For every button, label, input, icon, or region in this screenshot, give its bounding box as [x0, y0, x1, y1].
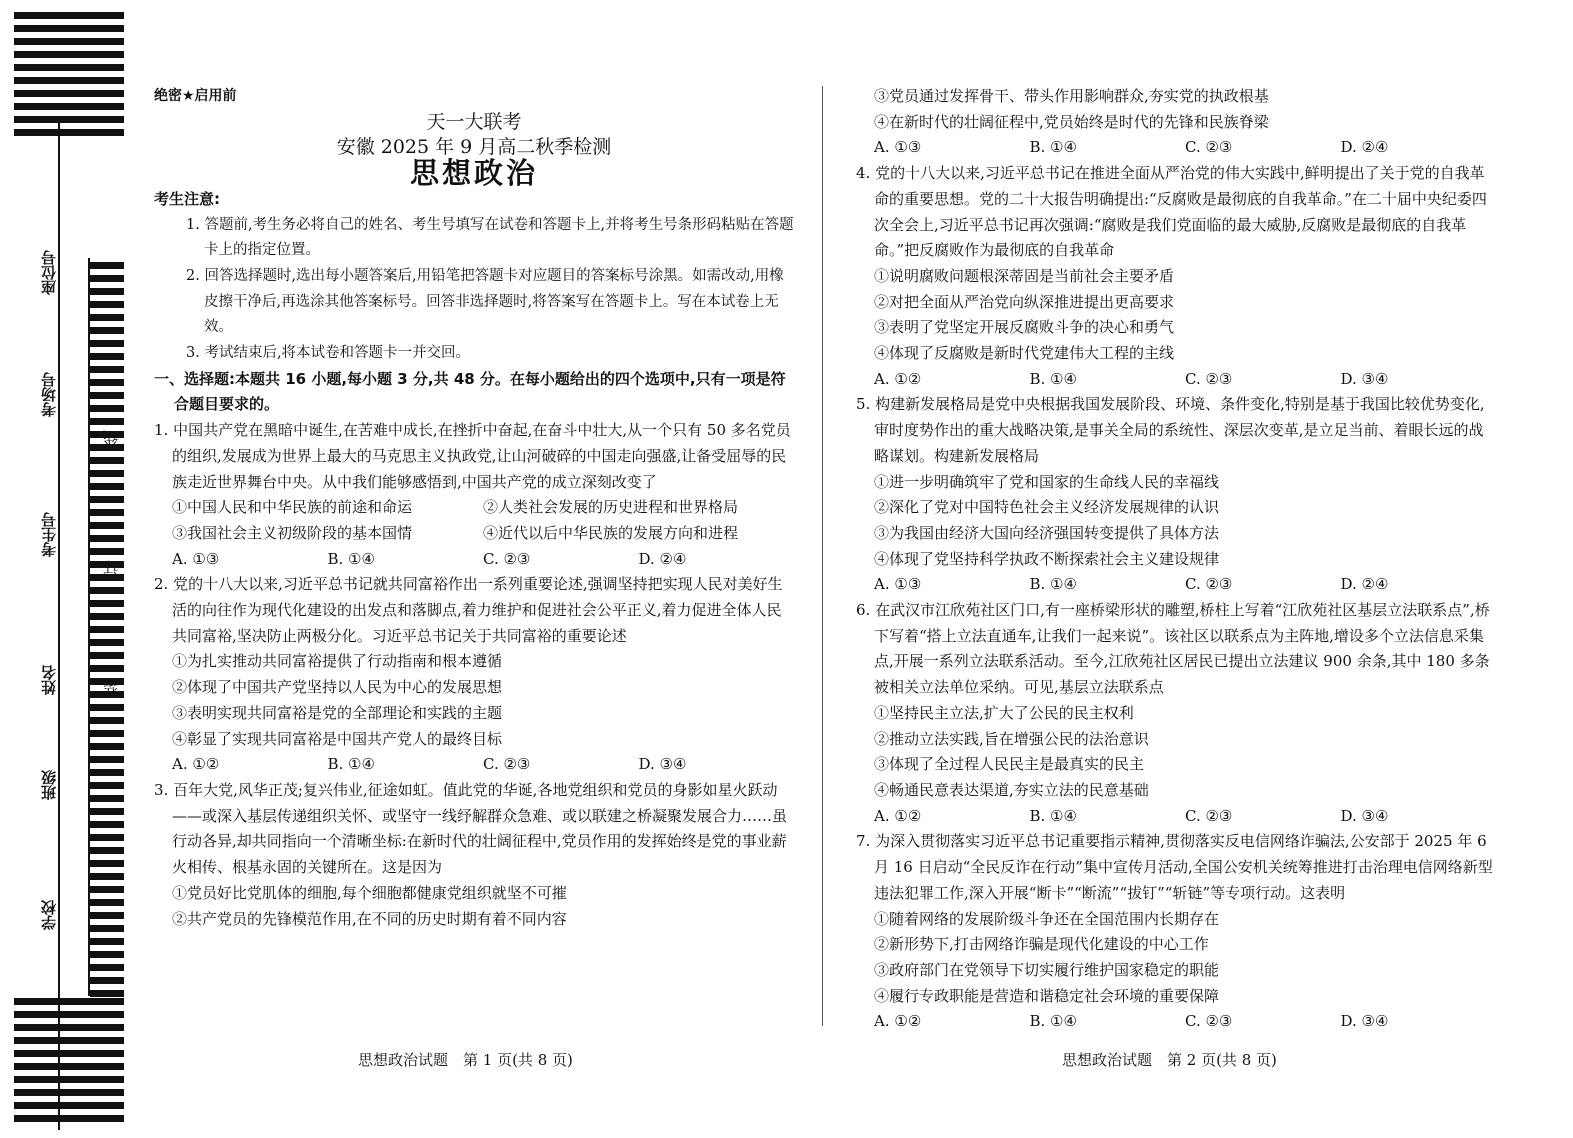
- binding-stripe: [90, 938, 124, 945]
- question-1-choices: [154, 547, 794, 573]
- question-6-stem: 6. 在武汉市江欣苑社区门口,有一座桥梁形状的雕塑,桥柱上写着“江欣苑社区基层立法联系点”,桥下写着“搭上立法直通车,让我们一起来说”。该社区以联系点为主阵地,增设多个立法信息采集点,开展一系列立法联系活动。至今,江欣苑社区居民已提出立法建议 900 余条,其中 180 多条被相关立法单位采纳。可见,基层立法联系点: [856, 601, 1490, 697]
- binding-stripe: [14, 998, 124, 1005]
- notice-item: 1. 答题前,考生务必将自己的姓名、考生号填写在试卷和答题卡上,并将考生号条形码粘贴在答题卡上的指定位置。: [186, 216, 794, 259]
- binding-stripe: [14, 116, 124, 123]
- binding-margin: [0, 0, 140, 1138]
- choice: B. ①④: [1029, 1012, 1077, 1031]
- option: ③表明实现共同富裕是党的全部理论和实践的主题: [172, 703, 503, 722]
- binding-stripe: [90, 327, 124, 334]
- binding-stripe: [90, 600, 124, 607]
- binding-stripe: [90, 340, 124, 347]
- binding-stripe: [90, 548, 124, 555]
- choice: B. ①④: [1029, 575, 1077, 594]
- question-4-stem: 4. 党的十八大以来,习近平总书记在推进全面从严治党的伟大实践中,鲜明提出了关于党的自我革命的重要思想。党的二十大报告明确提出:“反腐败是最彻底的自我革命。”在二十届中央纪委四次全会上,习近平总书记再次强调:“腐败是我们党面临的最大威胁,反腐败是最彻底的自我革命。”把反腐败作为最彻底的自我革命: [856, 164, 1487, 260]
- binding-stripe: [90, 509, 124, 516]
- choice: C. ②③: [483, 549, 531, 568]
- binding-stripe: [90, 769, 124, 776]
- choice: D. ②④: [1340, 138, 1389, 157]
- binding-stripe: [90, 665, 124, 672]
- binding-stripe: [90, 743, 124, 750]
- option: ③我国社会主义初级阶段的基本国情: [172, 523, 413, 542]
- binding-stripe: [90, 652, 124, 659]
- binding-stripe: [90, 912, 124, 919]
- question-1-stem: 1. 中国共产党在黑暗中诞生,在苦难中成长,在挫折中奋起,在奋斗中壮大,从一个只有 50 多名党员的组织,发展成为世界上最大的马克思主义执政党,让山河破碎的中国走向强盛,让备受屈辱的民族走近世界舞台中央。从中我们能够感悟到,中国共产党的成立深刻改变了: [154, 421, 791, 491]
- choice: A. ①③: [874, 138, 922, 157]
- binding-stripe: [90, 977, 124, 984]
- secret-label: 绝密★启用前: [154, 88, 237, 104]
- question-1-options-row: [154, 521, 794, 547]
- choice: B. ①④: [1029, 138, 1077, 157]
- binding-stripe: [14, 51, 124, 58]
- binding-stripe: [90, 301, 124, 308]
- page-1-footer: 思想政治试题 第 1 页(共 8 页): [358, 1051, 573, 1069]
- binding-stripe: [90, 821, 124, 828]
- binding-stripe: [14, 1024, 124, 1031]
- binding-stripe: [90, 405, 124, 412]
- subject-title: 思想政治: [409, 156, 538, 191]
- binding-stripe: [90, 782, 124, 789]
- option: ①进一步明确筑牢了党和国家的生命线人民的幸福线: [874, 472, 1220, 491]
- binding-stripe: [90, 873, 124, 880]
- binding-vertical-rule: [88, 258, 90, 996]
- option: ②对把全面从严治党向纵深推进提出更高要求: [874, 292, 1175, 311]
- question-3-stem: 3. 百年大党,风华正茂;复兴伟业,征途如虹。值此党的华诞,各地党组织和党员的身影如星火跃动——或深入基层传递组织关怀、或坚守一线纾解群众急难、或以联建之桥凝聚发展合力……虽行动各异,却共同指向一个清晰坐标:在新时代的壮阔征程中,党员作用的发挥始终是党的事业薪火相传、根基永固的关键所在。这是因为: [154, 780, 788, 877]
- binding-stripe: [14, 77, 124, 84]
- choice: D. ③④: [1340, 369, 1389, 388]
- binding-stripe: [90, 262, 124, 269]
- cut-mark-line: 线: [102, 430, 120, 445]
- field-seat-number: 座位号: [40, 250, 58, 295]
- choice: D. ②④: [638, 549, 687, 568]
- binding-stripe: [90, 613, 124, 620]
- binding-stripe: [90, 626, 124, 633]
- binding-stripe: [90, 457, 124, 464]
- binding-stripe: [90, 444, 124, 451]
- choice: A. ①③: [172, 549, 220, 568]
- question-2-choices: [154, 752, 794, 778]
- choice: C. ②③: [1185, 575, 1233, 594]
- choice: C. ②③: [1185, 1012, 1233, 1031]
- notice-item: 2. 回答选择题时,选出每小题答案后,用铅笔把答题卡对应题目的答案标号涂黑。如需改动,用橡皮擦干净后,再选涂其他答案标号。回答非选择题时,将答案写在答题卡上。写在本试卷上无效。: [186, 267, 784, 336]
- choice: D. ③④: [638, 755, 687, 774]
- binding-stripe: [14, 38, 124, 45]
- page-1: [154, 84, 794, 932]
- choice: C. ②③: [1185, 806, 1233, 825]
- binding-stripe: [14, 64, 124, 71]
- choice: C. ②③: [483, 755, 531, 774]
- option: ①中国人民和中华民族的前途和命运: [172, 498, 413, 517]
- binding-stripe: [90, 574, 124, 581]
- binding-stripe: [90, 847, 124, 854]
- exam-title: 安徽 2025 年 9 月高二秋季检测: [336, 136, 612, 159]
- question-6-choices: [856, 804, 1496, 830]
- binding-stripe: [14, 1076, 124, 1083]
- choice: A. ①②: [172, 755, 220, 774]
- option: ①说明腐败问题根深蒂固是当前社会主要矛盾: [874, 266, 1175, 285]
- binding-stripe: [14, 90, 124, 97]
- option: ③党员通过发挥骨干、带头作用影响群众,夯实党的执政根基: [874, 87, 1269, 105]
- option: ①党员好比党肌体的细胞,每个细胞都健康党组织就坚不可摧: [172, 883, 567, 902]
- binding-stripe: [90, 496, 124, 503]
- option: ③为我国由经济大国向经济强国转变提供了具体方法: [874, 523, 1220, 542]
- question-5-choices: [856, 572, 1496, 598]
- question-2-stem: 2. 党的十八大以来,习近平总书记就共同富裕作出一系列重要论述,强调坚持把实现人民对美好生活的向往作为现代化建设的出发点和落脚点,着力维护和促进社会公平正义,着力促进全体人民共同富裕,坚决防止两极分化。习近平总书记关于共同富裕的重要论述: [154, 575, 783, 645]
- choice: D. ③④: [1340, 1012, 1389, 1031]
- cut-mark-bind: 订: [102, 560, 120, 575]
- option: ④彰显了实现共同富裕是中国共产党人的最终目标: [172, 729, 503, 748]
- binding-stripe: [90, 288, 124, 295]
- binding-stripe: [90, 860, 124, 867]
- binding-stripe: [90, 717, 124, 724]
- binding-stripe: [90, 353, 124, 360]
- binding-stripe: [14, 1089, 124, 1096]
- binding-stripe: [90, 899, 124, 906]
- binding-stripe: [90, 925, 124, 932]
- cut-mark-staple: 装: [102, 680, 120, 695]
- binding-stripe: [14, 25, 124, 32]
- option: ④体现了党坚持科学执政不断探索社会主义建设规律: [874, 549, 1220, 568]
- choice: A. ①②: [874, 1012, 922, 1031]
- choice: A. ①②: [874, 369, 922, 388]
- binding-stripe: [14, 12, 124, 19]
- option: ④在新时代的壮阔征程中,党员始终是时代的先锋和民族脊梁: [874, 112, 1269, 131]
- choice: B. ①④: [327, 755, 375, 774]
- option: ②深化了党对中国特色社会主义经济发展规律的认识: [874, 498, 1220, 517]
- section-heading: 一、选择题:本题共 16 小题,每小题 3 分,共 48 分。在每小题给出的四个选项中,只有一项是符合题目要求的。: [154, 369, 786, 414]
- binding-stripe: [90, 990, 124, 997]
- choice: D. ②④: [1340, 575, 1389, 594]
- binding-stripe: [90, 704, 124, 711]
- binding-stripe: [90, 639, 124, 646]
- binding-stripe: [90, 275, 124, 282]
- option: ③表明了党坚定开展反腐败斗争的决心和勇气: [874, 318, 1175, 337]
- option: ④履行专政职能是营造和谐稳定社会环境的重要保障: [874, 986, 1220, 1005]
- question-3-choices: [856, 135, 1496, 161]
- choice: A. ①③: [874, 575, 922, 594]
- binding-stripe: [90, 366, 124, 373]
- option: ②人类社会发展的历史进程和世界格局: [483, 498, 739, 517]
- option: ①为扎实推动共同富裕提供了行动指南和根本遵循: [172, 652, 503, 671]
- option: ②共产党员的先锋模范作用,在不同的历史时期有着不同内容: [172, 909, 567, 928]
- option: ③政府部门在党领导下切实履行维护国家稳定的职能: [874, 960, 1220, 979]
- question-7-choices: [856, 1009, 1496, 1035]
- field-class: 班级: [40, 770, 58, 800]
- binding-stripe: [90, 730, 124, 737]
- question-1-options-row: [154, 495, 794, 521]
- binding-stripe: [14, 1050, 124, 1057]
- binding-stripe: [90, 535, 124, 542]
- option: ④近代以后中华民族的发展方向和进程: [483, 523, 739, 542]
- binding-stripe: [14, 129, 124, 136]
- choice: B. ①④: [1029, 806, 1077, 825]
- field-exam-room: 考场号: [40, 372, 58, 417]
- binding-stripe: [90, 314, 124, 321]
- page-divider: [822, 86, 823, 1026]
- binding-stripe: [90, 834, 124, 841]
- binding-stripe: [90, 808, 124, 815]
- choice: C. ②③: [1185, 369, 1233, 388]
- choice: B. ①④: [327, 549, 375, 568]
- option: ②体现了中国共产党坚持以人民为中心的发展思想: [172, 678, 503, 697]
- binding-stripe: [90, 418, 124, 425]
- binding-stripe: [14, 1115, 124, 1122]
- notice-header: 考生注意:: [154, 189, 220, 208]
- binding-stripe: [14, 103, 124, 110]
- option: ①随着网络的发展阶级斗争还在全国范围内长期存在: [874, 909, 1220, 928]
- binding-stripe: [90, 951, 124, 958]
- binding-stripe: [90, 379, 124, 386]
- binding-stripe: [90, 587, 124, 594]
- exam-union-title: 天一大联考: [426, 110, 522, 133]
- choice: B. ①④: [1029, 369, 1077, 388]
- binding-stripe: [14, 1011, 124, 1018]
- question-5-stem: 5. 构建新发展格局是党中央根据我国发展阶段、环境、条件变化,特别是基于我国比较优势变化,审时度势作出的重大战略决策,是事关全局的系统性、深层次变革,是立足当前、着眼长远的战略谋划。构建新发展格局: [856, 395, 1485, 465]
- option: ④畅通民意表达渠道,夯实立法的民意基础: [874, 780, 1149, 799]
- page-2: [856, 84, 1496, 1035]
- question-7-stem: 7. 为深入贯彻落实习近平总书记重要指示精神,贯彻落实反电信网络诈骗法,公安部于 2025 年 6 月 16 日启动“全民反诈在行动”集中宣传月活动,全国公安机关统筹推进打击治理电信网络新型违法犯罪工作,深入开展“断卡”“断流”“拔钉”“斩链”等专项行动。这表明: [856, 832, 1493, 902]
- binding-stripe: [90, 886, 124, 893]
- binding-stripe: [90, 470, 124, 477]
- field-name: 姓名: [40, 665, 58, 695]
- choice: A. ①②: [874, 806, 922, 825]
- page-2-footer: 思想政治试题 第 2 页(共 8 页): [1062, 1051, 1277, 1069]
- notice-item: 3. 考试结束后,将本试卷和答题卡一并交回。: [186, 345, 471, 362]
- field-exam-number: 考生号: [40, 512, 58, 557]
- binding-stripe: [90, 522, 124, 529]
- binding-stripe: [90, 964, 124, 971]
- field-school: 学校: [40, 900, 58, 930]
- option: ①坚持民主立法,扩大了公民的民主权利: [874, 703, 1134, 722]
- binding-stripe: [90, 392, 124, 399]
- binding-stripe: [14, 1037, 124, 1044]
- binding-stripe: [90, 756, 124, 763]
- choice: D. ③④: [1340, 806, 1389, 825]
- option: ②新形势下,打击网络诈骗是现代化建设的中心工作: [874, 935, 1209, 954]
- option: ④体现了反腐败是新时代党建伟大工程的主线: [874, 344, 1175, 363]
- binding-stripe: [90, 795, 124, 802]
- choice: C. ②③: [1185, 138, 1233, 157]
- binding-stripe: [90, 483, 124, 490]
- binding-stripe: [14, 1102, 124, 1109]
- binding-stripe: [14, 1063, 124, 1070]
- option: ③体现了全过程人民民主是最真实的民主: [874, 755, 1145, 774]
- option: ②推动立法实践,旨在增强公民的法治意识: [874, 729, 1149, 748]
- question-4-choices: [856, 367, 1496, 393]
